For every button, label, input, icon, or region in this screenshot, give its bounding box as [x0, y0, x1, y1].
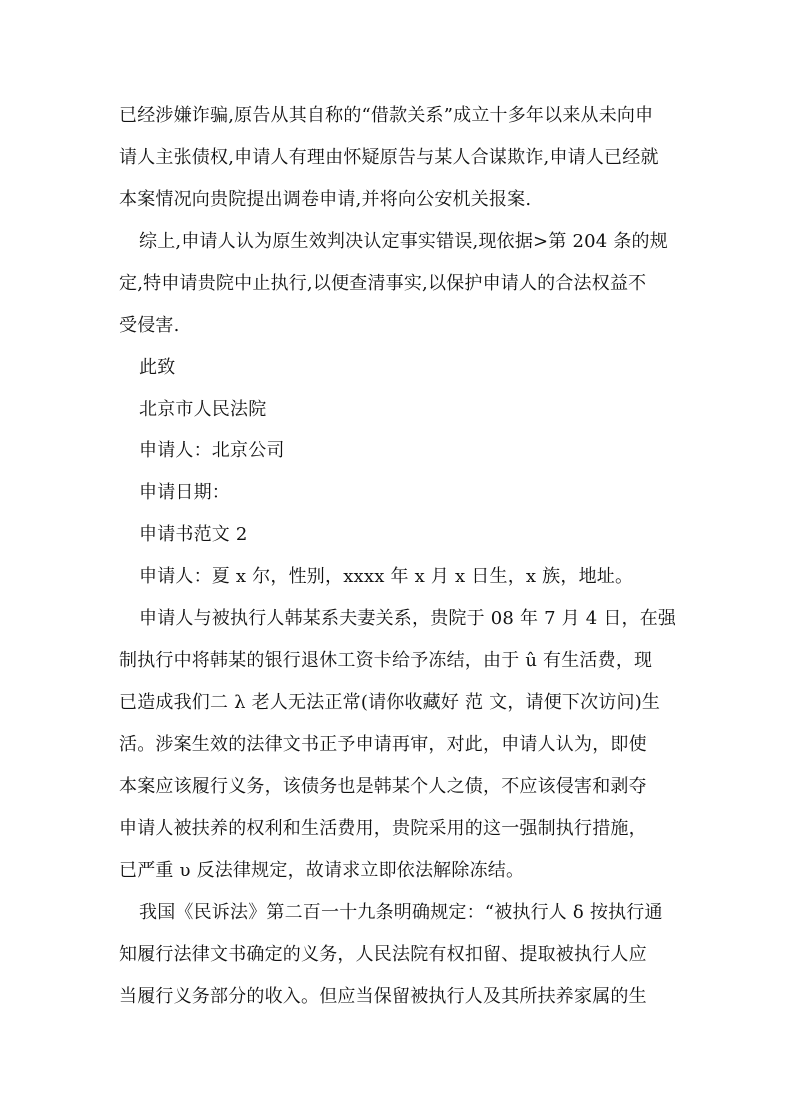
- text-line: 当履行义务部分的收入。但应当保留被执行人及其所扶养家属的生: [119, 986, 647, 1007]
- text-line: 本案情况向贵院提出调卷申请,并将向公安机关报案.: [119, 189, 532, 210]
- recipient: 北京市人民法院: [139, 399, 267, 420]
- text-line: 本案应该履行义务，该债务也是韩某个人之债，不应该侵害和剥夺: [119, 776, 647, 797]
- text-line: 申请人与被执行人韩某系夫妻关系，贵院于 08 年 7 月 4 日，在强: [139, 608, 677, 629]
- text-line: 已经涉嫌诈骗,原告从其自称的“借款关系”成立十多年以来从未向申: [119, 105, 654, 126]
- text-line: 定,特申请贵院中止执行,以便查清事实,以保护申请人的合法权益不: [119, 273, 647, 294]
- section-title: 申请书范文 2: [139, 524, 248, 545]
- text-line: 请人主张债权,申请人有理由怀疑原告与某人合谋欺诈,申请人已经就: [119, 147, 659, 168]
- text-line: 受侵害.: [119, 315, 180, 336]
- text-line: 已造成我们二 λ 老人无法正常(请你收藏好 范 文，请便下次访问)生: [119, 692, 661, 713]
- text-line: 活。涉案生效的法律文书正予申请再审，对此，申请人认为，即使: [119, 734, 647, 755]
- text-line: 我国《民诉法》第二百一十九条明确规定：“被执行人 δ 按执行通: [139, 902, 663, 923]
- text-line: 综上,申请人认为原生效判决认定事实错误,现依据>第 204 条的规: [139, 231, 668, 252]
- text-line: 申请人：夏 x 尔，性别，xxxx 年 x 月 x 日生，x 族，地址。: [139, 566, 634, 587]
- text-line: 已严重 υ 反法律规定，故请求立即依法解除冻结。: [119, 860, 525, 881]
- text-line: 申请人被扶养的权利和生活费用，贵院采用的这一强制执行措施，: [119, 818, 647, 839]
- text-line: 制执行中将韩某的银行退休工资卡给予冻结，由于 û 有生活费，现: [119, 650, 653, 671]
- text-line: 知履行法律文书确定的义务，人民法院有权扣留、提取被执行人应: [119, 944, 647, 965]
- salutation: 此致: [139, 357, 176, 378]
- application-date: 申请日期：: [139, 482, 230, 503]
- applicant: 申请人：北京公司: [139, 440, 285, 461]
